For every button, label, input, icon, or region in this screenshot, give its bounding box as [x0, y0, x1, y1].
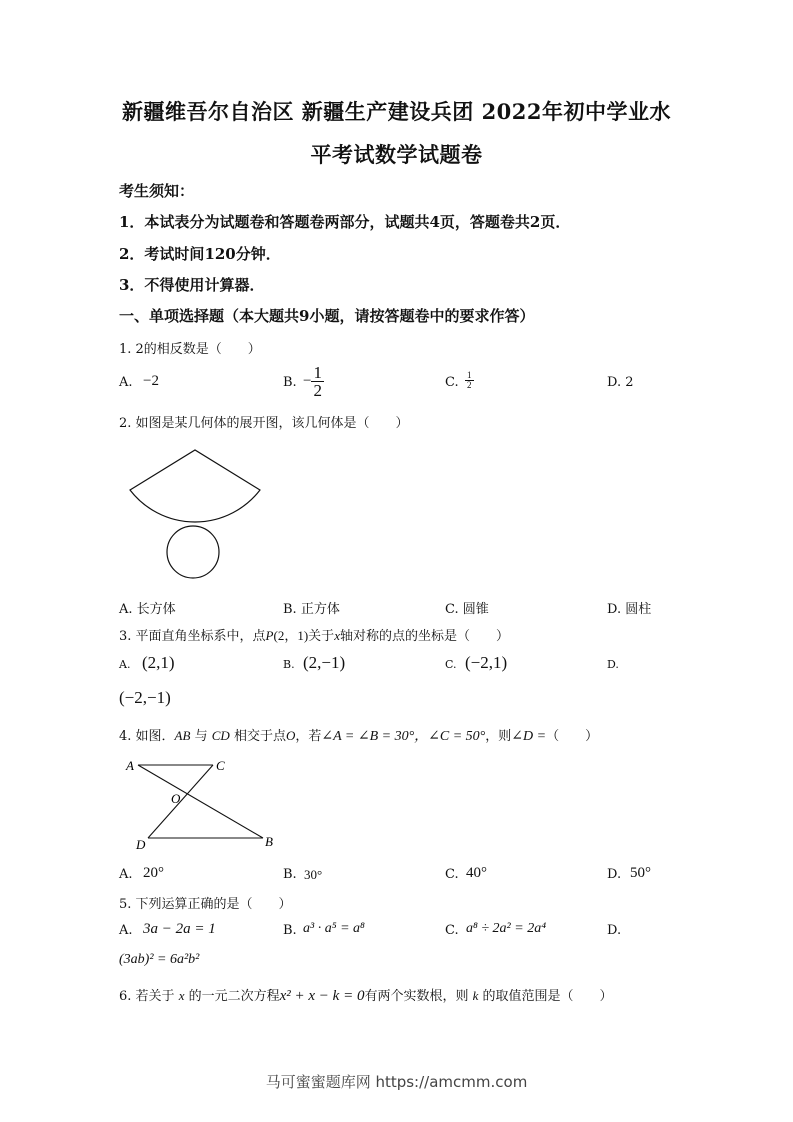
question-5-option-b-label: B.	[283, 923, 297, 938]
question-4-option-d-label: D.	[607, 867, 622, 882]
label-a: A	[126, 758, 134, 773]
question-5-option-a-label: A.	[119, 923, 133, 938]
section-heading: 一、单项选择题（本大题共9小题，请按答题卷中的要求作答）	[119, 307, 535, 325]
page-title-line1: 新疆维吾尔自治区 新疆生产建设兵团 2022年初中学业水	[121, 99, 672, 124]
question-2-option-c: C. 圆锥	[445, 602, 489, 617]
question-1-option-c-label: C.	[445, 375, 459, 390]
label-b: B	[265, 834, 273, 849]
question-3-option-c-value: (−2,1)	[465, 653, 508, 672]
question-4-option-d-value: 50°	[630, 865, 651, 881]
question-4-option-a-label: A.	[119, 867, 133, 882]
notice-item-2: 2．考试时间120分钟．	[119, 245, 281, 263]
question-6-stem: 6. 若关于 x 的一元二次方程x² + x − k = 0有两个实数根，则 k 的取值范围是（ ）	[119, 988, 613, 1004]
question-3-option-b-value: (2,−1)	[303, 653, 346, 672]
label-d: D	[136, 837, 146, 852]
question-5-option-d-label: D.	[607, 923, 622, 938]
question-3-option-d-value: (−2,−1)	[119, 688, 171, 707]
question-3-stem: 3. 平面直角坐标系中，点P(2，1)关于x轴对称的点的坐标是（ ）	[119, 628, 509, 644]
notice-item-3: 3．不得使用计算器．	[119, 276, 265, 294]
label-c: C	[216, 758, 225, 773]
question-2-option-a: A. 长方体	[119, 602, 176, 617]
question-2-option-d: D. 圆柱	[607, 602, 652, 617]
question-5-option-c-value: a⁸ ÷ 2a² = 2a⁴	[466, 921, 547, 936]
question-2-stem: 2. 如图是某几何体的展开图，该几何体是（ ）	[119, 416, 409, 431]
label-o: O	[171, 791, 181, 806]
sector-shape	[130, 450, 260, 522]
question-1-option-d: D. 2	[607, 375, 634, 390]
question-1-option-c-value: $\frac{1}{2}$	[467, 370, 472, 390]
question-4-figure	[120, 755, 285, 855]
circle-shape	[167, 526, 219, 578]
question-2-net-figure	[125, 445, 275, 585]
footer-watermark: 马可蜜蜜题库网 https://amcmm.com	[265, 1073, 528, 1091]
question-5-option-c-label: C.	[445, 923, 459, 938]
question-4-option-b-value: 30°	[304, 867, 323, 882]
question-3-option-c-label: C.	[445, 658, 457, 671]
question-3-option-a-value: (2,1)	[142, 653, 175, 672]
question-3-option-b-label: B.	[283, 658, 295, 671]
notice-item-1: 1．本试表分为试题卷和答题卷两部分，试题共4页，答题卷共2页．	[119, 213, 571, 231]
question-3-option-d-label: D.	[607, 658, 619, 671]
question-1-option-b-value: − $\frac{1}{2}$	[303, 363, 322, 400]
question-3-option-a-label: A.	[119, 658, 131, 671]
question-4-stem: 4. 如图．AB 与 CD 相交于点O，若∠A = ∠B = 30°，∠C = 50°，则∠D =（ ）	[119, 728, 599, 744]
question-1-option-a-label: A.	[119, 375, 133, 390]
question-1-stem: 1. 2的相反数是（ ）	[119, 342, 261, 357]
question-5-option-d-value: (3ab)² = 6a²b²	[119, 952, 200, 967]
segment-ab	[138, 765, 263, 838]
question-1-option-a-value: −2	[143, 373, 159, 389]
question-4-option-c-label: C.	[445, 867, 459, 882]
question-2-option-b: B. 正方体	[283, 602, 340, 617]
notice-heading: 考生须知：	[119, 182, 195, 200]
question-5-stem: 5. 下列运算正确的是（ ）	[119, 897, 292, 912]
question-4-option-b-label: B.	[283, 867, 297, 882]
question-1-option-b-label: B.	[283, 375, 297, 390]
question-4-option-c-value: 40°	[466, 865, 487, 881]
question-5-option-b-value: a³ · a⁵ = a⁸	[303, 921, 365, 936]
question-5-option-a-value: 3a − 2a = 1	[143, 921, 216, 937]
page-title-line2: 平考试数学试题卷	[310, 142, 483, 167]
question-4-option-a-value: 20°	[143, 865, 164, 881]
